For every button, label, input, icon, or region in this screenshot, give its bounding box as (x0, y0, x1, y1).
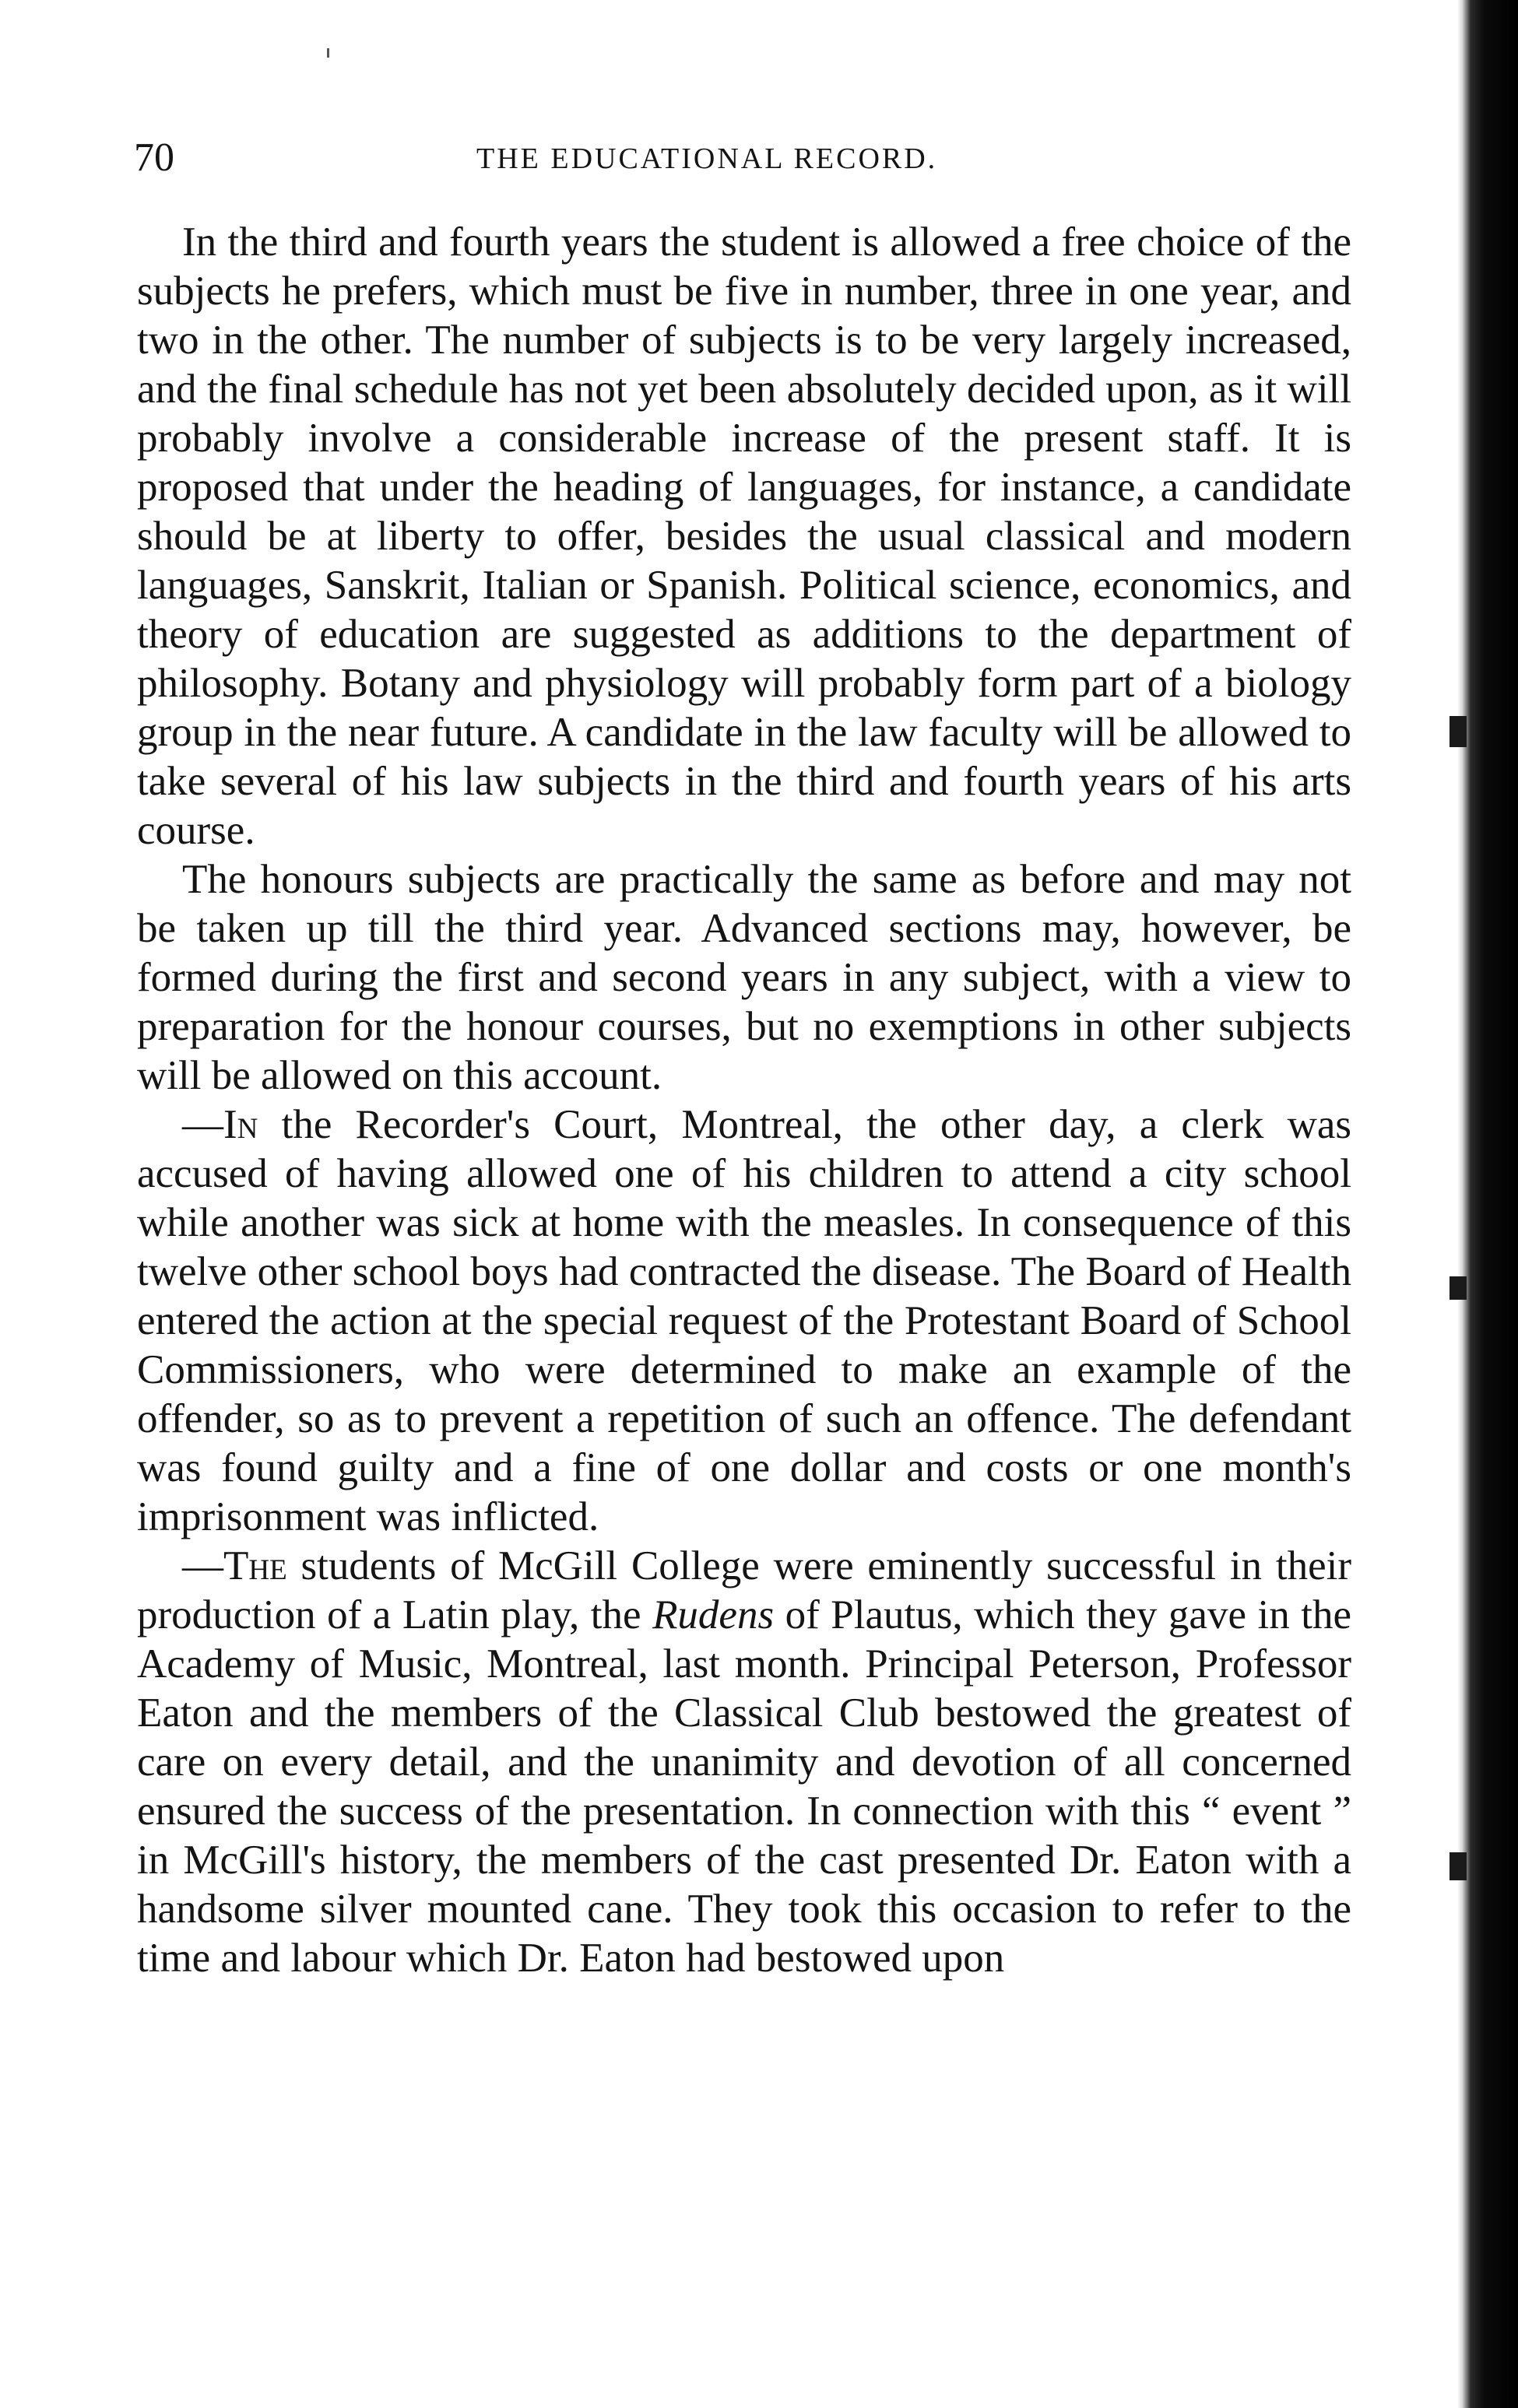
page-header (134, 131, 1364, 185)
binding-speck (1449, 716, 1467, 747)
paragraph-curriculum: In the third and fourth years the student is allowed a free choice of the subjects he prefers, which must be five in number, three in one year, and two in the other. The number of subjects is to be very largely increased, and the final schedule has not yet been absolutely decided upon, as it will probably involve a considerable increase of the present staff. It is proposed that under the heading of languages, for instance, a candidate should be at liberty to offer, besides the usual classical and modern languages, Sanskrit, Italian or Spanish. Political science, economics, and theory of education are suggested as additions to the department of philosophy. Botany and physiology will probably form part of a biology group in the near future. A candidate in the law faculty will be allowed to take several of his law subjects in the third and fourth years of his arts course. (137, 219, 1351, 853)
item-text: the Recorder's Court, Montreal, the other day, a clerk was accused of having allowed one of his children to attend a city school while another was sick at home with the measles. In consequence of this twelve other school boys had contracted the disease. The Board of Health entered the action at the special request of the Protestant Board of School Commissioners, who were determined to make an example of the offender, so as to prevent a repetition of such an offence. The defendant was found guilty and a fine of one dollar and costs or one month's imprisonment was inflicted. (137, 1102, 1351, 1539)
binding-shadow (1457, 0, 1518, 2408)
news-item-recorders-court (137, 1100, 1351, 1542)
paragraph-honours: The honours subjects are practically the same as before and may not be taken up till the third year. Advanced sections may, however, be formed during the first and second years in any subject, with a view to preparation for the honour courses, but no exemptions in other subjects will be allowed on this account. (137, 857, 1351, 1098)
running-title: THE EDUCATIONAL RECORD. (476, 142, 938, 175)
em-dash: — (182, 1543, 223, 1588)
lead-word: In (223, 1102, 258, 1147)
item-text-after: of Plautus, which they gave in the Academy of Music, Montreal, last month. Principal Peterson, Professor Eaton and the members of the Classical Club bestowed the greatest of care on every detail, and the unanimity and devotion of all concerned ensured the success of the presentation. In connection with this “ event ” in McGill's history, the members of the cast presented Dr. Eaton with a handsome silver mounted cane. They took this occasion to refer to the time and labour which Dr. Eaton had bestowed upon (137, 1592, 1351, 1981)
binding-speck (1449, 1276, 1467, 1300)
em-dash: — (182, 1102, 223, 1147)
binding-speck (1449, 1852, 1467, 1880)
article-body (137, 218, 1351, 1983)
print-speck (327, 48, 329, 58)
item-text-before: students of McGill College were eminently successful in their production of a Latin play, the (137, 1543, 1351, 1638)
play-title: Rudens (652, 1592, 775, 1638)
lead-word: The (223, 1543, 287, 1588)
page-number: 70 (134, 135, 174, 180)
news-item-latin-play (137, 1542, 1351, 1983)
